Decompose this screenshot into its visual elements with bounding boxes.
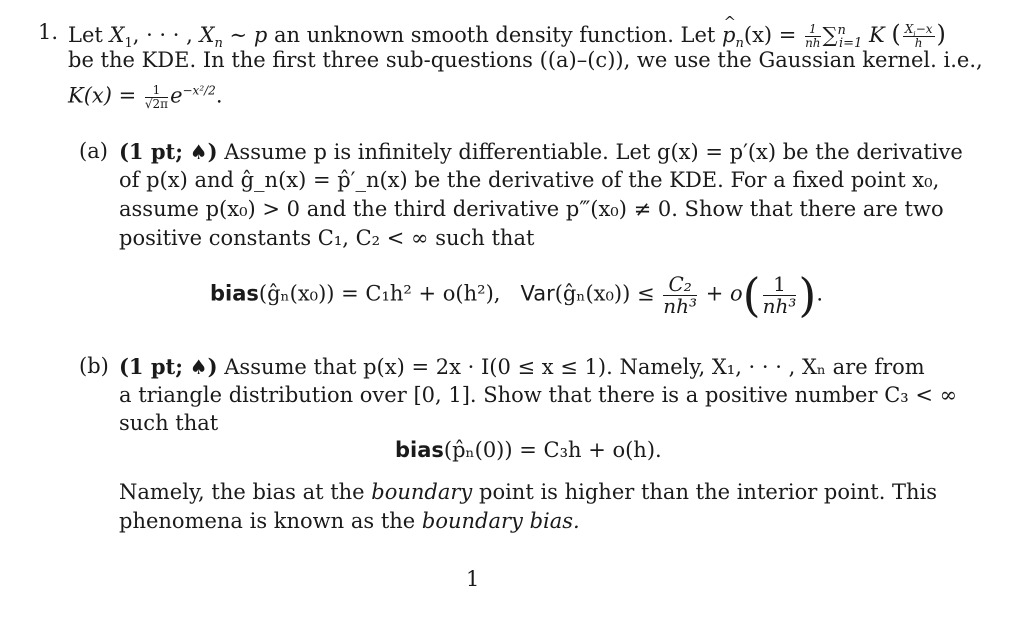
- intro-line-1: Let $X_1$, · · · , $X_n$ ∼ p an unknown smooth density function. Let ^ $p_n(x)$ = $\frac{1}{nh}$ ∑$^n_{i=1}$ K ( $\frac{X_i-x}{h}$ ): [68, 22, 946, 50]
- part-b-label: (b): [79, 354, 109, 378]
- part-a-line-1: (1 pt; ♠) Assume p is infinitely differentiable. Let g(x) = p′(x) be the derivative: [119, 139, 963, 164]
- part-b-line-2: a triangle distribution over [0, 1]. Show that there is a positive number C₃ < ∞: [119, 383, 958, 407]
- part-b-display-equation: bias(p̂ₙ(0)) = C₃h + o(h).: [395, 438, 662, 462]
- part-b-note-1: Namely, the bias at the boundary point is higher than the interior point. This: [119, 480, 938, 504]
- part-a-line-4: positive constants C₁, C₂ < ∞ such that: [119, 226, 535, 250]
- intro-line-2: be the KDE. In the first three sub-questions ((a)–(c)), we use the Gaussian kernel. i.e.,: [68, 48, 983, 72]
- var-operator: Var: [520, 281, 555, 306]
- bias-operator: bias: [395, 438, 444, 462]
- page-number: 1: [466, 567, 480, 591]
- bias-operator: bias: [210, 281, 259, 306]
- part-a-display-equation: bias(ĝₙ(x₀)) = C₁h² + o(h²), Var(ĝₙ(x₀)) ≤ $\frac{\text{C₂}}{\text{nh³}}$ + o( $\frac{1}{\text{nh³}}$ ).: [210, 268, 824, 322]
- spade-icon: ♠: [189, 355, 208, 379]
- intro-line-3: K(x) = $\frac{1}{√2\pi}$ $e^{-x^2/2}$.: [68, 83, 223, 111]
- problem-number: 1.: [38, 20, 59, 44]
- part-b-line-3: such that: [119, 411, 219, 435]
- part-a-label: (a): [79, 139, 108, 163]
- part-b-note-2: phenomena is known as the boundary bias.: [119, 509, 580, 533]
- spade-icon: ♠: [189, 140, 208, 164]
- part-a-line-3: assume p(x₀) > 0 and the third derivative p‴(x₀) ≠ 0. Show that there are two: [119, 197, 944, 221]
- part-b-line-1: (1 pt; ♠) Assume that p(x) = 2x · I(0 ≤ x ≤ 1). Namely, X₁, · · · , Xₙ are from: [119, 354, 925, 379]
- part-a-line-2: of p(x) and ĝ_n(x) = p̂′_n(x) be the derivative of the KDE. For a fixed point x₀,: [119, 168, 940, 192]
